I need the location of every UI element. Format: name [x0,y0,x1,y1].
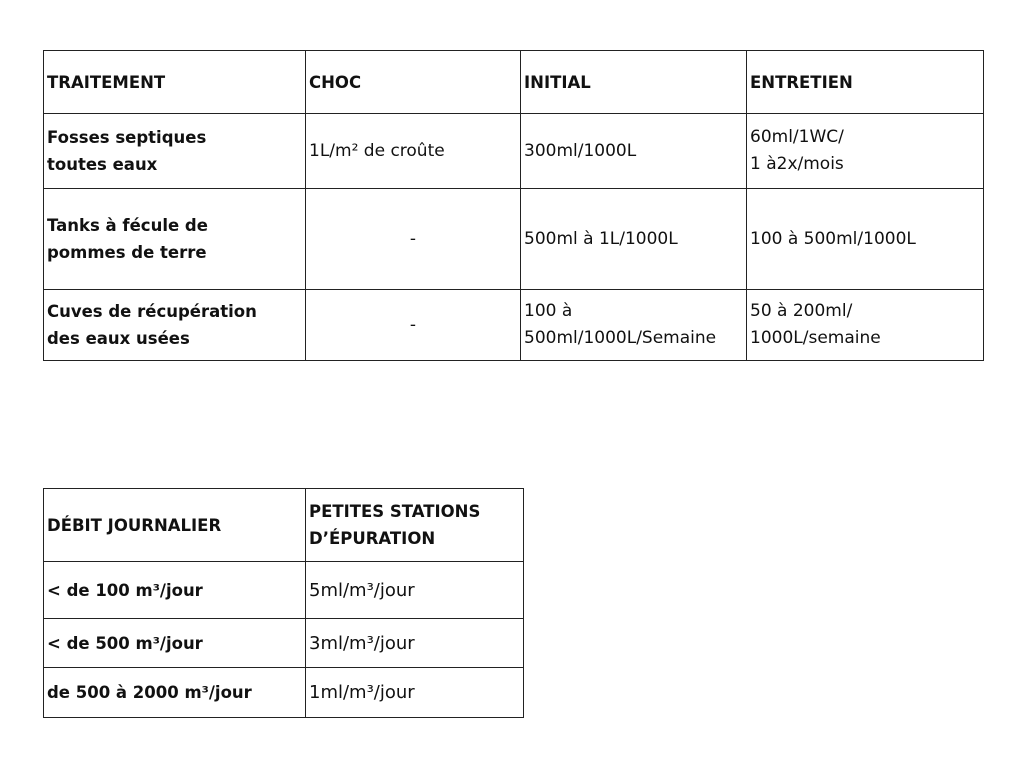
table-row [44,290,984,361]
station-dose: 1ml/m³/jour [306,668,524,718]
choc-dose: - [306,290,521,361]
table-row [44,562,524,619]
header-petites-stations: PETITES STATIONS D’ÉPURATION [306,489,524,562]
header-choc: CHOC [306,51,521,114]
table-row [44,114,984,189]
initial-dose: 100 à 500ml/1000L/Semaine [521,290,747,361]
table-header-row [44,51,984,114]
flow-range: de 500 à 2000 m³/jour [44,668,306,718]
choc-dose: 1L/m² de croûte [306,114,521,189]
station-dose: 3ml/m³/jour [306,619,524,668]
treatment-name: Cuves de récupération des eaux usées [44,290,306,361]
entretien-dose: 100 à 500ml/1000L [747,189,984,290]
treatment-dosage-table [43,50,984,361]
table-row [44,668,524,718]
initial-dose: 300ml/1000L [521,114,747,189]
daily-flow-table [43,488,524,718]
choc-dose: - [306,189,521,290]
table-row [44,619,524,668]
station-dose: 5ml/m³/jour [306,562,524,619]
header-debit-journalier: DÉBIT JOURNALIER [44,489,306,562]
flow-range: < de 500 m³/jour [44,619,306,668]
treatment-name: Fosses septiques toutes eaux [44,114,306,189]
entretien-dose: 60ml/1WC/ 1 à2x/mois [747,114,984,189]
header-initial: INITIAL [521,51,747,114]
entretien-dose: 50 à 200ml/ 1000L/semaine [747,290,984,361]
flow-range: < de 100 m³/jour [44,562,306,619]
table-header-row [44,489,524,562]
header-entretien: ENTRETIEN [747,51,984,114]
table-row [44,189,984,290]
initial-dose: 500ml à 1L/1000L [521,189,747,290]
header-traitement: TRAITEMENT [44,51,306,114]
treatment-name: Tanks à fécule de pommes de terre [44,189,306,290]
